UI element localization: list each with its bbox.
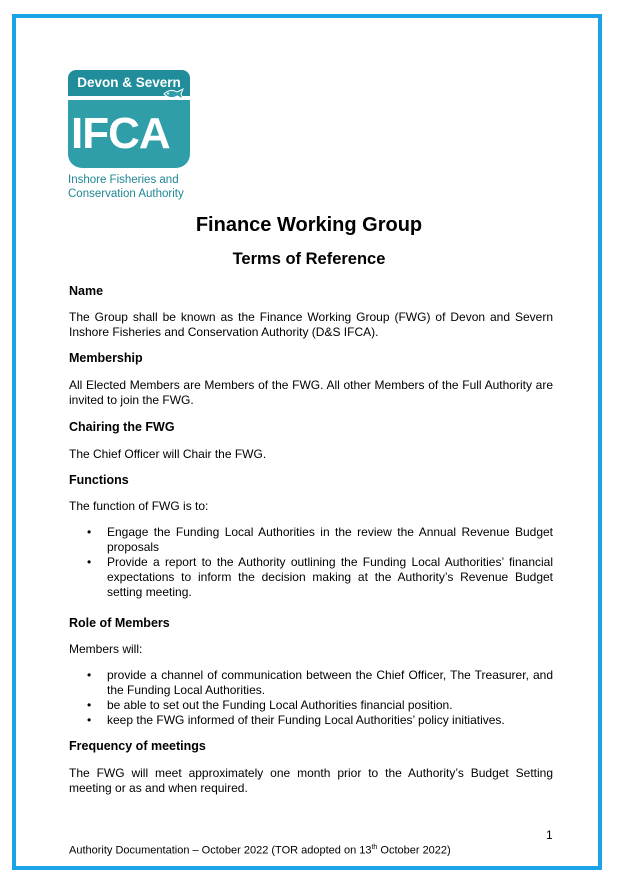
ifca-logo — [68, 70, 192, 206]
logo-subtitle — [68, 173, 192, 201]
logo-top-text: Devon & Severn — [68, 70, 190, 96]
logo-main-block — [68, 100, 190, 168]
paragraph-frequency: The FWG will meet approximately one month prior to the Authority’s Budget Setting meeting or as and when required. — [69, 766, 553, 795]
list-item: • be able to set out the Funding Local Authorities financial position. — [69, 698, 553, 713]
footer-text-end: October 2022) — [377, 844, 451, 857]
paragraph-name: The Group shall be known as the Finance Working Group (FWG) of Devon and Severn Inshore Fisheries and Conservation Authority (D&S IFCA). — [69, 310, 553, 339]
heading-name: Name — [69, 284, 104, 298]
paragraph-role-intro: Members will: — [69, 642, 143, 656]
document-title: Finance Working Group — [195, 214, 423, 236]
heading-membership: Membership — [69, 351, 143, 365]
heading-chairing: Chairing the FWG — [69, 420, 175, 434]
page-number: 1 — [546, 828, 553, 842]
heading-functions: Functions — [69, 473, 129, 487]
fish-icon — [162, 88, 184, 100]
list-item: • keep the FWG informed of their Funding Local Authorities’ policy initiatives. — [69, 713, 553, 728]
paragraph-chairing: The Chief Officer will Chair the FWG. — [69, 447, 267, 461]
list-item: • provide a channel of communication between the Chief Officer, The Treasurer, and the Funding Local Authorities. — [69, 668, 553, 698]
heading-frequency: Frequency of meetings — [69, 739, 206, 753]
role-list — [69, 668, 553, 728]
paragraph-membership: All Elected Members are Members of the FWG. All other Members of the Full Authority are invited to join the FWG. — [69, 378, 553, 407]
footer-text: Authority Documentation – October 2022 (TOR adopted on 13 — [69, 844, 372, 857]
logo-ifca-text: IFCA — [71, 109, 170, 158]
functions-list — [69, 525, 553, 600]
footer-superscript: th — [371, 844, 378, 851]
list-item: • Provide a report to the Authority outlining the Funding Local Authorities’ financial expectations to inform the decision making at the Authority’s Revenue Budget setting meeting. — [69, 555, 553, 600]
logo-subtitle-line-1: Inshore Fisheries and — [68, 174, 179, 186]
logo-subtitle-line-2: Conservation Authority — [68, 188, 184, 200]
paragraph-functions-intro: The function of FWG is to: — [69, 499, 209, 513]
heading-role-of-members: Role of Members — [69, 616, 170, 630]
list-item: • Engage the Funding Local Authorities in the review the Annual Revenue Budget proposals — [69, 525, 553, 555]
page-footer — [69, 844, 451, 857]
document-subtitle: Terms of Reference — [232, 250, 386, 268]
